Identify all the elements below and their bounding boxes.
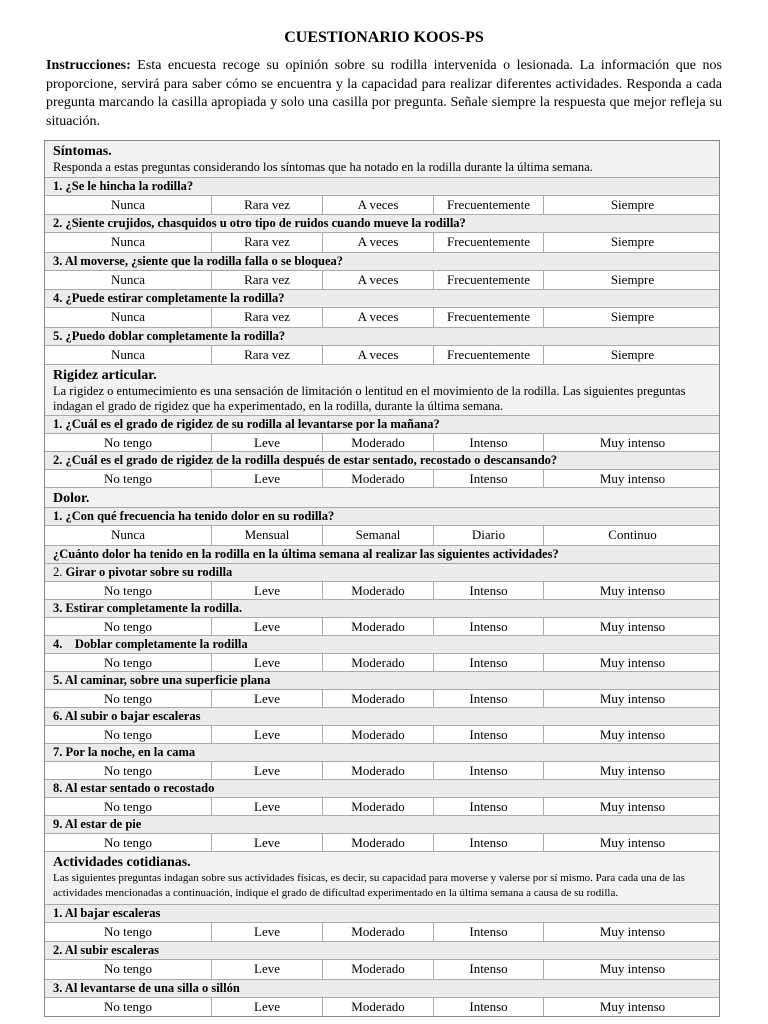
sintomas-questions [45,177,719,365]
answer-actividades-2-option-5[interactable]: Muy intenso [543,960,721,979]
answer-actividades-1-option-2[interactable]: Leve [211,923,322,942]
answer-dolor-6-option-5[interactable]: Muy intenso [543,726,721,743]
question-dolor-8: 8. Al estar sentado o recostado [45,779,719,797]
answer-actividades-2-option-1[interactable]: No tengo [103,961,153,976]
answer-rigidez-2-option-4[interactable]: Intenso [433,470,543,487]
answer-sintomas-2-option-2[interactable]: Rara vez [211,233,322,252]
answer-row-dolor-1 [45,525,719,545]
question-dolor-4: 4. Doblar completamente la rodilla [45,635,719,653]
answer-actividades-1-option-4[interactable]: Intenso [433,923,543,942]
answer-dolor-5-option-2[interactable]: Leve [211,690,322,707]
answer-dolor-2-option-4[interactable]: Intenso [433,582,543,599]
rigidez-questions [45,415,719,487]
answer-rigidez-2-option-5[interactable]: Muy intenso [543,470,721,487]
answer-dolor-4-option-3[interactable]: Moderado [322,654,433,671]
question-dolor-2-number: 2. [53,564,66,579]
answer-rigidez-1-option-3[interactable]: Moderado [322,434,433,451]
answer-sintomas-4-option-1[interactable]: Nunca [111,309,145,324]
answer-sintomas-3-option-2[interactable]: Rara vez [211,271,322,290]
question-dolor-2 [45,563,719,581]
answer-dolor-1-option-4[interactable]: Diario [433,526,543,545]
answer-actividades-3-option-5[interactable]: Muy intenso [543,998,721,1017]
answer-dolor-3-option-2[interactable]: Leve [211,618,322,635]
answer-sintomas-5-option-2[interactable]: Rara vez [211,346,322,365]
answer-sintomas-3-option-3[interactable]: A veces [322,271,433,290]
answer-row-actividades-2 [45,959,719,979]
question-sintomas-3: 3. Al moverse, ¿siente que la rodilla falla o se bloquea? [45,252,719,270]
answer-row-rigidez-2 [45,469,719,487]
answer-sintomas-4-option-5[interactable]: Siempre [543,308,721,327]
answer-row-dolor-9 [45,833,719,851]
answer-rigidez-2-option-1[interactable]: No tengo [103,471,153,486]
question-dolor-2-text: Girar o pivotar sobre su rodilla [65,564,233,579]
answer-dolor-6-option-4[interactable]: Intenso [433,726,543,743]
answer-rigidez-1-option-1[interactable]: No tengo [103,435,153,450]
answer-row-dolor-8 [45,797,719,815]
answer-dolor-6-option-1[interactable]: No tengo [103,726,153,742]
answer-dolor-6-option-3[interactable]: Moderado [322,726,433,743]
answer-row-sintomas-1 [45,195,719,215]
answer-actividades-3-option-4[interactable]: Intenso [433,998,543,1017]
answer-row-sintomas-3 [45,270,719,290]
answer-dolor-7-option-3[interactable]: Moderado [322,762,433,779]
answer-dolor-1-option-2[interactable]: Mensual [211,526,322,545]
answer-dolor-2-option-1[interactable]: No tengo [103,582,153,598]
answer-dolor-5-option-1[interactable]: No tengo [103,690,153,706]
answer-sintomas-4-option-3[interactable]: A veces [322,308,433,327]
answer-sintomas-1-option-3[interactable]: A veces [322,196,433,215]
question-dolor-6: 6. Al subir o bajar escaleras [45,707,719,725]
question-actividades-2: 2. Al subir escaleras [45,941,719,959]
answer-dolor-8-option-2[interactable]: Leve [211,798,322,815]
question-rigidez-2: 2. ¿Cuál es el grado de rigidez de la rodilla después de estar sentado, recostado o descansando? [45,451,719,469]
section-description-sintomas: Responda a estas preguntas considerando los síntomas que ha notado en la rodilla durante la última semana. [45,160,719,177]
answer-rigidez-1-option-2[interactable]: Leve [211,434,322,451]
answer-actividades-3-option-3[interactable]: Moderado [322,998,433,1017]
section-title-sintomas: Síntomas. [45,141,719,160]
question-sintomas-4: 4. ¿Puede estirar completamente la rodilla? [45,289,719,307]
answer-dolor-4-option-5[interactable]: Muy intenso [543,654,721,671]
answer-actividades-2-option-3[interactable]: Moderado [322,960,433,979]
answer-row-dolor-3 [45,617,719,635]
answer-sintomas-5-option-4[interactable]: Frecuentemente [433,346,543,365]
answer-dolor-2-option-3[interactable]: Moderado [322,582,433,599]
answer-rigidez-1-option-5[interactable]: Muy intenso [543,434,721,451]
answer-dolor-8-option-1[interactable]: No tengo [103,798,153,814]
answer-actividades-1-option-5[interactable]: Muy intenso [543,923,721,942]
question-actividades-1: 1. Al bajar escaleras [45,904,719,922]
answer-row-sintomas-2 [45,232,719,252]
answer-dolor-4-option-2[interactable]: Leve [211,654,322,671]
answer-dolor-3-option-4[interactable]: Intenso [433,618,543,635]
answer-sintomas-1-option-2[interactable]: Rara vez [211,196,322,215]
answer-dolor-6-option-2[interactable]: Leve [211,726,322,743]
answer-row-rigidez-1 [45,433,719,451]
answer-row-dolor-7 [45,761,719,779]
answer-dolor-7-option-4[interactable]: Intenso [433,762,543,779]
answer-sintomas-4-option-2[interactable]: Rara vez [211,308,322,327]
answer-row-dolor-6 [45,725,719,743]
answer-rigidez-2-option-2[interactable]: Leve [211,470,322,487]
answer-dolor-9-option-5[interactable]: Muy intenso [543,834,721,851]
answer-sintomas-2-option-1[interactable]: Nunca [111,234,145,249]
answer-dolor-1-option-1[interactable]: Nunca [111,527,145,542]
answer-sintomas-2-option-4[interactable]: Frecuentemente [433,233,543,252]
answer-dolor-4-option-4[interactable]: Intenso [433,654,543,671]
questionnaire-form [44,140,720,1017]
question-dolor-9: 9. Al estar de pie [45,815,719,833]
answer-row-dolor-4 [45,653,719,671]
page-title: CUESTIONARIO KOOS-PS [284,29,484,46]
answer-rigidez-1-option-4[interactable]: Intenso [433,434,543,451]
answer-sintomas-2-option-3[interactable]: A veces [322,233,433,252]
answer-dolor-1-option-3[interactable]: Semanal [322,526,433,545]
answer-dolor-5-option-5[interactable]: Muy intenso [543,690,721,707]
answer-dolor-5-option-3[interactable]: Moderado [322,690,433,707]
answer-actividades-3-option-1[interactable]: No tengo [103,998,153,1014]
question-sintomas-1: 1. ¿Se le hincha la rodilla? [45,177,719,195]
answer-dolor-3-option-1[interactable]: No tengo [103,618,153,634]
question-sintomas-2: 2. ¿Siente crujidos, chasquidos u otro tipo de ruidos cuando mueve la rodilla? [45,214,719,232]
answer-dolor-9-option-4[interactable]: Intenso [433,834,543,851]
answer-sintomas-1-option-5[interactable]: Siempre [543,196,721,215]
answer-actividades-1-option-1[interactable]: No tengo [103,923,153,939]
answer-dolor-5-option-4[interactable]: Intenso [433,690,543,707]
answer-sintomas-5-option-3[interactable]: A veces [322,346,433,365]
answer-dolor-7-option-1[interactable]: No tengo [103,762,153,778]
answer-dolor-2-option-5[interactable]: Muy intenso [543,582,721,599]
question-dolor-1: 1. ¿Con qué frecuencia ha tenido dolor en su rodilla? [45,507,719,525]
answer-actividades-2-option-2[interactable]: Leve [211,960,322,979]
section-description-rigidez: La rigidez o entumecimiento es una sensación de limitación o lentitud en el movimiento de la rodilla. Las siguientes preguntas indagan el grado de rigidez que ha experimentado, en la rodilla, durante la última semana. [45,384,719,415]
section-description-actividades: Las siguientes preguntas indagan sobre sus actividades físicas, es decir, su capacidad para moverse y valerse por sí mismo. Para cada una de las actividades mencionadas a continuación, indique el grado de dificultad experimentado en la última semana a causa de su rodilla. [45,871,719,904]
instructions-text: Esta encuesta recoge su opinión sobre su rodilla intervenida o lesionada. La información que nos proporcione, servirá para saber cómo se encuentra y la capacidad para realizar diferentes actividades. Responda a cada pregunta marcando la casilla apropiada y solo una casilla por pregunta. Señale siempre la respuesta que mejor refleja su situación. [46,58,722,129]
question-rigidez-1: 1. ¿Cuál es el grado de rigidez de su rodilla al levantarse por la mañana? [45,415,719,433]
answer-dolor-2-option-2[interactable]: Leve [211,582,322,599]
answer-sintomas-3-option-4[interactable]: Frecuentemente [433,271,543,290]
answer-dolor-8-option-5[interactable]: Muy intenso [543,798,721,815]
section-title-dolor: Dolor. [45,487,719,507]
question-dolor-5: 5. Al caminar, sobre una superficie plana [45,671,719,689]
answer-sintomas-1-option-4[interactable]: Frecuentemente [433,196,543,215]
answer-sintomas-3-option-5[interactable]: Siempre [543,271,721,290]
dolor-intro: ¿Cuánto dolor ha tenido en la rodilla en la última semana al realizar las siguientes actividades? [45,545,719,563]
answer-sintomas-3-option-1[interactable]: Nunca [111,271,145,287]
answer-sintomas-5-option-5[interactable]: Siempre [543,346,721,365]
answer-sintomas-4-option-4[interactable]: Frecuentemente [433,308,543,327]
answer-dolor-3-option-3[interactable]: Moderado [322,618,433,635]
instructions-label: Instrucciones: [46,58,131,73]
answer-row-actividades-3 [45,997,719,1017]
answer-dolor-7-option-2[interactable]: Leve [211,762,322,779]
section-title-actividades: Actividades cotidianas. [45,851,719,871]
answer-rigidez-2-option-3[interactable]: Moderado [322,470,433,487]
answer-sintomas-5-option-1[interactable]: Nunca [111,346,145,362]
answer-actividades-2-option-4[interactable]: Intenso [433,960,543,979]
answer-row-dolor-2 [45,581,719,599]
question-actividades-3: 3. Al levantarse de una silla o sillón [45,979,719,997]
answer-row-dolor-5 [45,689,719,707]
answer-actividades-3-option-2[interactable]: Leve [211,998,322,1017]
question-dolor-3: 3. Estirar completamente la rodilla. [45,599,719,617]
answer-dolor-9-option-3[interactable]: Moderado [322,834,433,851]
answer-dolor-9-option-1[interactable]: No tengo [103,834,153,850]
answer-sintomas-1-option-1[interactable]: Nunca [111,196,145,212]
answer-dolor-7-option-5[interactable]: Muy intenso [543,762,721,779]
dolor-questions [45,599,719,851]
answer-dolor-8-option-4[interactable]: Intenso [433,798,543,815]
question-dolor-7: 7. Por la noche, en la cama [45,743,719,761]
answer-dolor-4-option-1[interactable]: No tengo [103,654,153,670]
question-sintomas-5: 5. ¿Puedo doblar completamente la rodilla? [45,327,719,345]
answer-dolor-8-option-3[interactable]: Moderado [322,798,433,815]
answer-dolor-3-option-5[interactable]: Muy intenso [543,618,721,635]
answer-dolor-9-option-2[interactable]: Leve [211,834,322,851]
answer-row-sintomas-4 [45,307,719,327]
answer-sintomas-2-option-5[interactable]: Siempre [543,233,721,252]
actividades-questions [45,904,719,1017]
section-title-rigidez: Rigidez articular. [45,364,719,384]
instructions [46,57,722,131]
answer-actividades-1-option-3[interactable]: Moderado [322,923,433,942]
answer-row-sintomas-5 [45,345,719,365]
answer-dolor-1-option-5[interactable]: Continuo [543,526,721,545]
answer-row-actividades-1 [45,922,719,942]
